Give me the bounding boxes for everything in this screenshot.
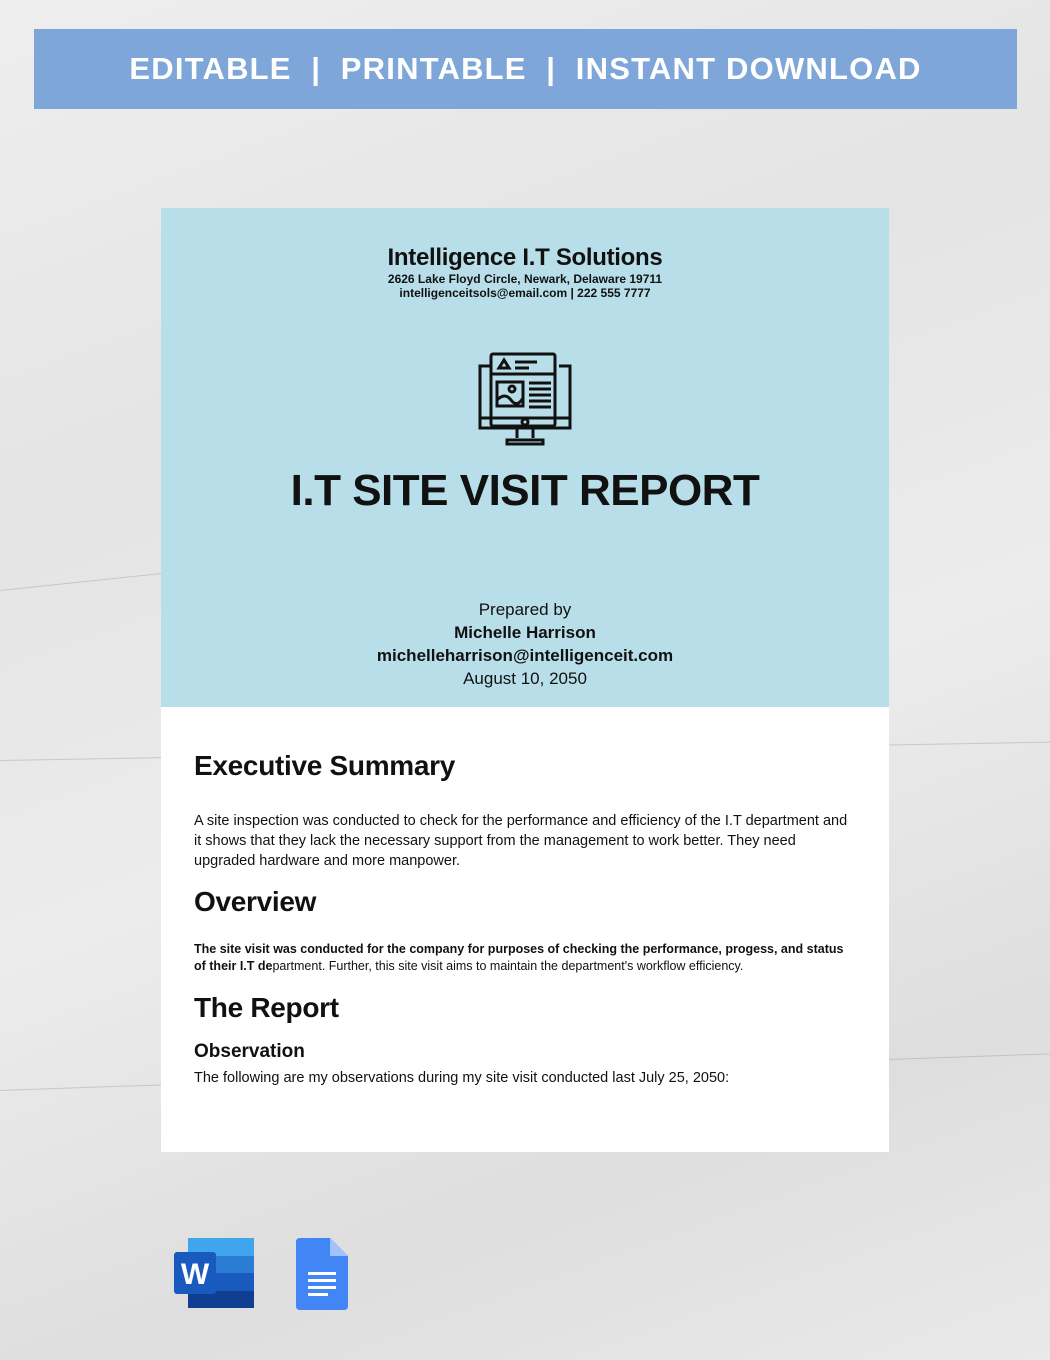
executive-summary-heading: Executive Summary (194, 750, 456, 781)
company-address: 2626 Lake Floyd Circle, Newark, Delaware 19711 (387, 272, 663, 286)
report-date: August 10, 2050 (463, 669, 587, 688)
document-body (161, 750, 889, 1088)
observation-heading: Observation (194, 1041, 305, 1062)
company-name: Intelligence I.T Solutions (387, 244, 663, 271)
word-letter: W (180, 1258, 210, 1291)
document-page (161, 208, 889, 1152)
report-title: I.T SITE VISIT REPORT (290, 466, 760, 515)
overview-heading: Overview (194, 886, 317, 917)
executive-summary-text: A site inspection was conducted to check for the performance and efficiency of the I.T department and it shows that they lack the necessary support from the management to work better. They need upgraded hardware and more manpower. (194, 813, 848, 869)
computer-report-icon (477, 352, 573, 448)
author-email: michelleharrison@intelligenceit.com (376, 646, 674, 665)
observation-text: The following are my observations during my site visit conducted last July 25, 2050: (194, 1070, 730, 1086)
cover-section (161, 208, 889, 707)
overview-text-rest: partment. Further, this site visit aims to maintain the department's workflow efficiency. (272, 959, 744, 973)
prepared-label: Prepared by (478, 600, 572, 619)
overview-text (194, 941, 856, 975)
google-docs-icon (296, 1238, 348, 1310)
author-name: Michelle Harrison (454, 623, 596, 642)
company-contact: intelligenceitsols@email.com | 222 555 7777 (399, 286, 651, 300)
prepared-by-block (161, 598, 889, 690)
banner: EDITABLE | PRINTABLE | INSTANT DOWNLOAD (34, 29, 1017, 109)
microsoft-word-icon (174, 1238, 254, 1308)
report-heading: The Report (194, 992, 339, 1023)
overview-text-bold: The site visit was conducted for the company for purposes of checking the performance, progess, and status of their I.T de (194, 942, 844, 973)
